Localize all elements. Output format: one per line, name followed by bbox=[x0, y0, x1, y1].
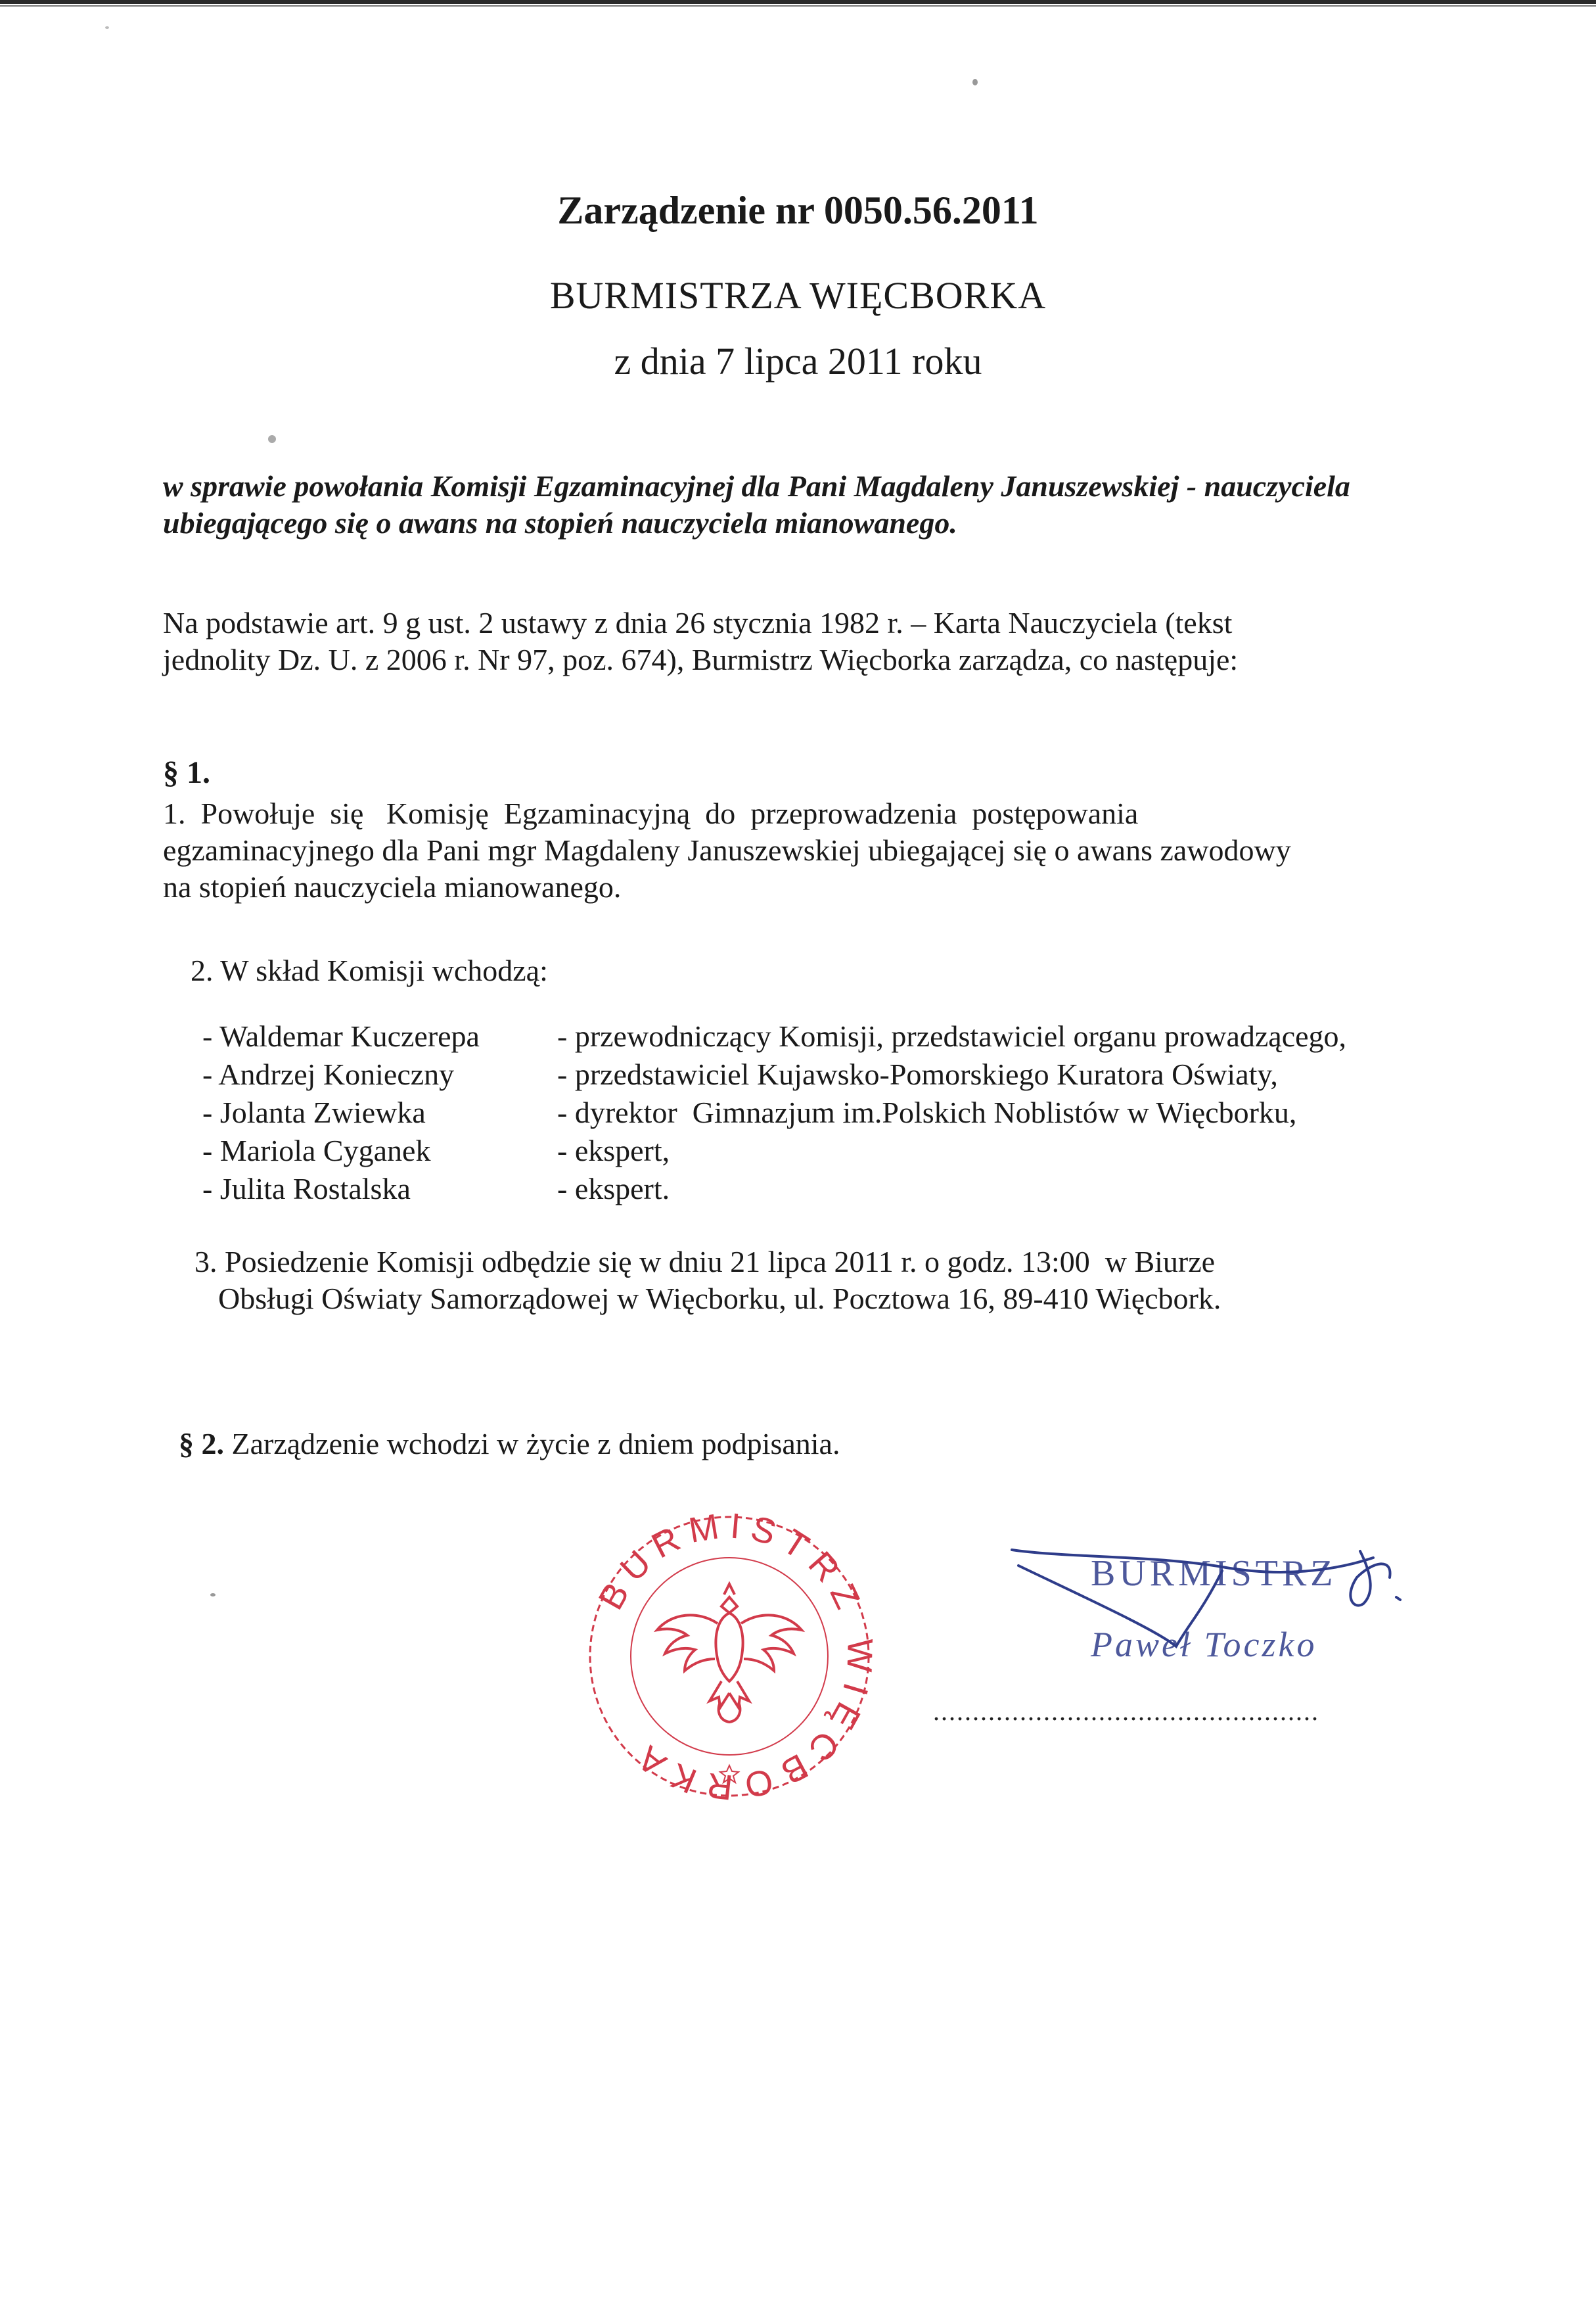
document-date: z dnia 7 lipca 2011 roku bbox=[614, 340, 982, 383]
scan-speck bbox=[972, 79, 978, 85]
document-title: Zarządzenie nr 0050.56.2011 bbox=[557, 189, 1039, 232]
legal-basis bbox=[163, 605, 1431, 678]
document-issuer: BURMISTRZA WIĘCBORKA bbox=[549, 274, 1047, 317]
scan-speck bbox=[105, 26, 109, 29]
member-name: - Mariola Cyganek bbox=[202, 1134, 431, 1167]
member-role: - przewodniczący Komisji, przedstawiciel organu prowadzącego, bbox=[557, 1019, 1347, 1053]
member-name: - Julita Rostalska bbox=[202, 1172, 411, 1205]
scan-top-edge bbox=[0, 0, 1596, 4]
eagle-emblem-icon bbox=[657, 1584, 802, 1722]
document-subject bbox=[163, 468, 1444, 542]
member-role: - przedstawiciel Kujawsko-Pomorskiego Kuratora Oświaty, bbox=[557, 1058, 1278, 1091]
member-role: - ekspert. bbox=[557, 1172, 670, 1205]
basis-line-2: jednolity Dz. U. z 2006 r. Nr 97, poz. 674), Burmistrz Więcborka zarządza, co następuje: bbox=[163, 643, 1239, 677]
signature-block bbox=[1005, 1531, 1413, 1689]
scan-speck bbox=[210, 1593, 216, 1596]
scan-speck bbox=[268, 435, 276, 443]
section-2 bbox=[179, 1426, 840, 1461]
member-name: - Waldemar Kuczerepa bbox=[202, 1019, 480, 1053]
point-1-line-1: 1. Powołuje się Komisję Egzaminacyjną do przeprowadzenia postępowania bbox=[163, 797, 1139, 830]
section-2-text: Zarządzenie wchodzi w życie z dniem podpisania. bbox=[224, 1427, 840, 1460]
member-role: - ekspert, bbox=[557, 1134, 670, 1167]
section-1-point-2: 2. W skład Komisji wchodzą: bbox=[191, 954, 548, 987]
basis-line-1: Na podstawie art. 9 g ust. 2 ustawy z dnia 26 stycznia 1982 r. – Karta Nauczyciela (tekst bbox=[163, 606, 1233, 640]
member-name: - Andrzej Konieczny bbox=[202, 1058, 455, 1091]
member-role: - dyrektor Gimnazjum im.Polskich Noblistów w Więcborku, bbox=[557, 1096, 1297, 1129]
signature-stamp-text: BURMISTRZ bbox=[1091, 1553, 1337, 1594]
section-1-point-1 bbox=[163, 795, 1431, 906]
section-2-heading: § 2. bbox=[179, 1427, 224, 1460]
signature-name: Paweł Toczko bbox=[1091, 1625, 1317, 1664]
signature-line: ................................................. bbox=[933, 1696, 1319, 1726]
member-name: - Jolanta Zwiewka bbox=[202, 1096, 426, 1129]
section-1-point-3 bbox=[194, 1244, 1430, 1317]
subject-line-1: w sprawie powołania Komisji Egzaminacyjnej dla Pani Magdaleny Januszewskiej - nauczyciela bbox=[163, 469, 1350, 503]
stamp-ring-text: BURMISTRZ WIĘCBORKA bbox=[591, 1505, 880, 1807]
point-1-line-2: egzaminacyjnego dla Pani mgr Magdaleny Januszewskiej ubiegającej się o awans zawodowy bbox=[163, 833, 1291, 868]
point-3-line-1: 3. Posiedzenie Komisji odbędzie się w dniu 21 lipca 2011 r. o godz. 13:00 w Biurze bbox=[194, 1245, 1216, 1278]
subject-line-2: ubiegającego się o awans na stopień nauczyciela mianowanego. bbox=[163, 506, 957, 540]
point-1-line-3: na stopień nauczyciela mianowanego. bbox=[163, 870, 622, 904]
point-3-line-2: Obsługi Oświaty Samorządowej w Więcborku, ul. Pocztowa 16, 89-410 Więcbork. bbox=[218, 1282, 1221, 1316]
official-stamp bbox=[578, 1505, 880, 1807]
section-1-heading: § 1. bbox=[163, 755, 210, 790]
scan-top-edge-thin bbox=[0, 5, 1596, 7]
